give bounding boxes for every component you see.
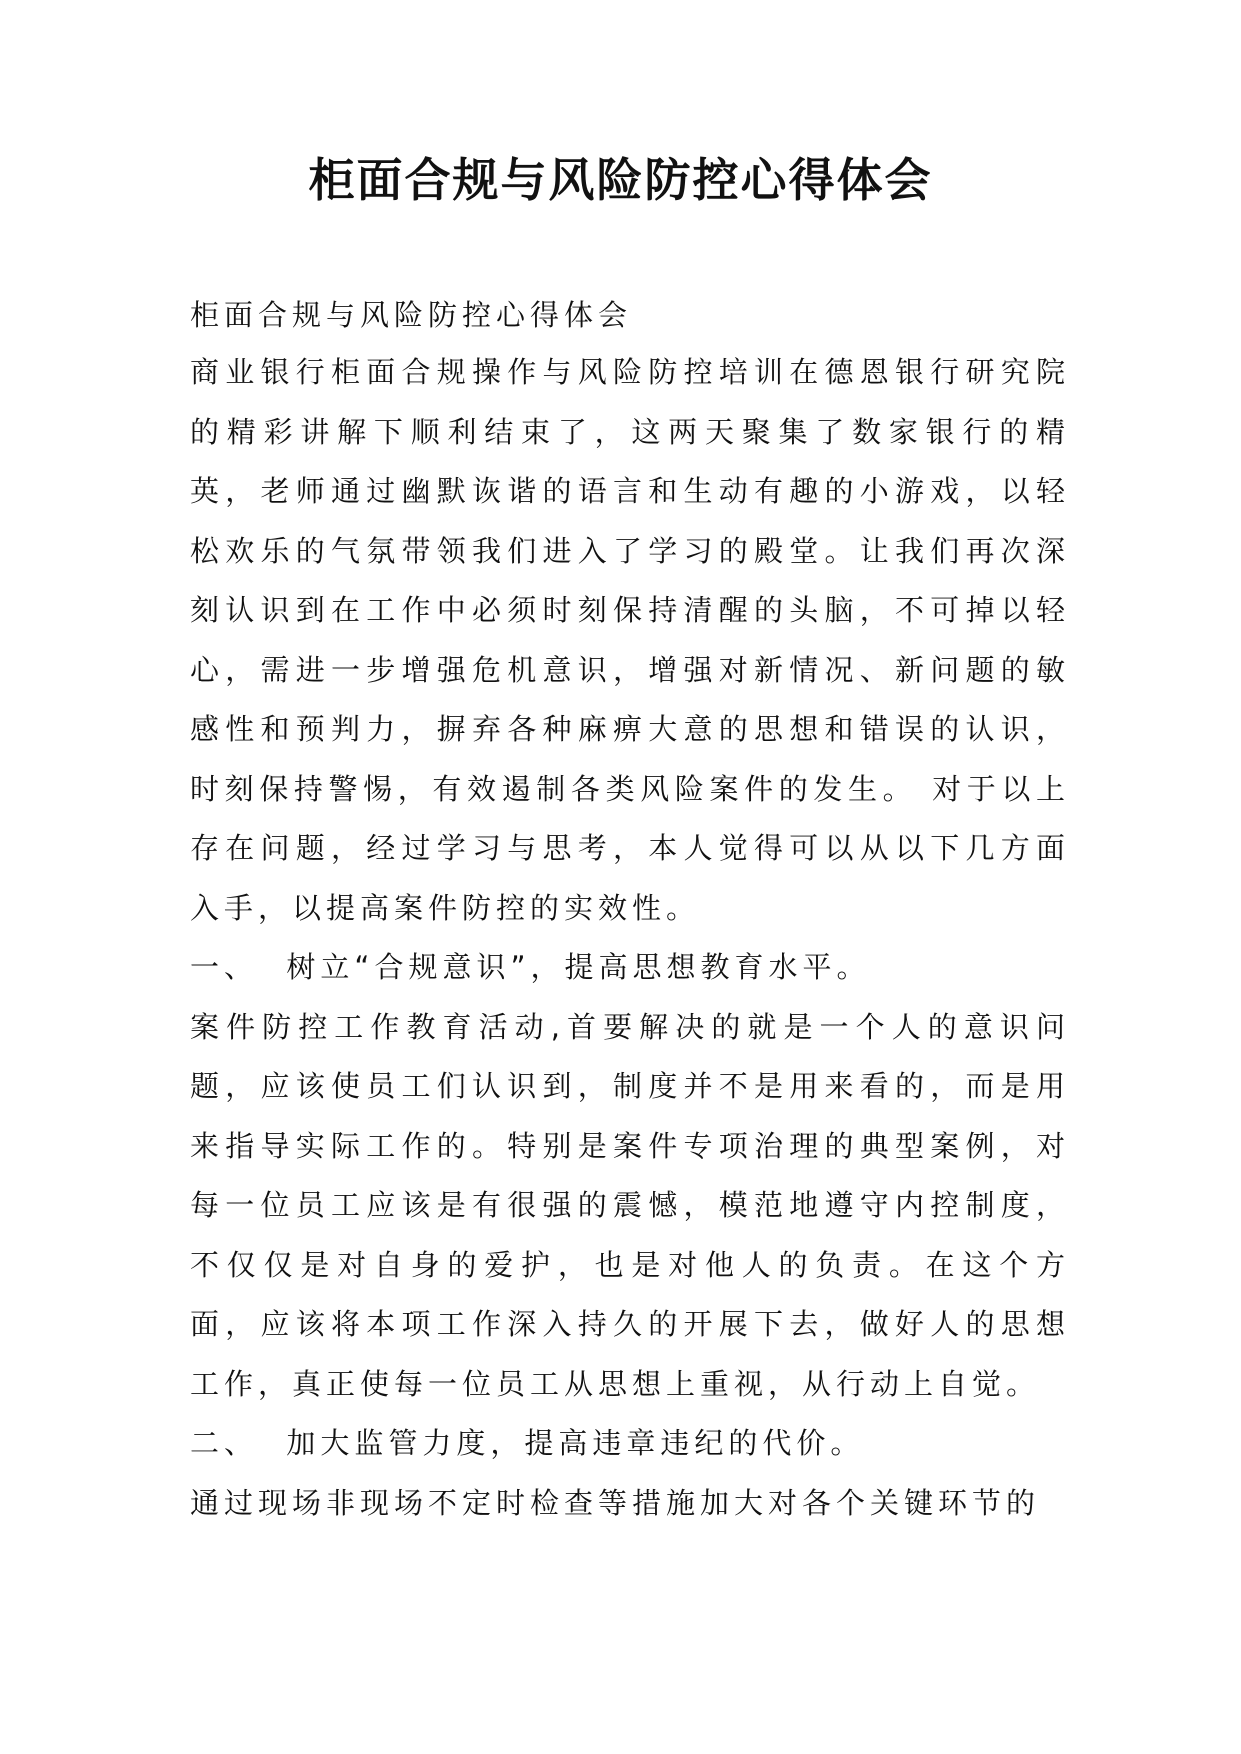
paragraph-section-2: 通过现场非现场不定时检查等措施加大对各个关键环节的 bbox=[190, 1485, 1041, 1520]
section-heading-1: 一、 树立“合规意识”，提高思想教育水平。 bbox=[190, 950, 871, 984]
document-title: 柜面合规与风险防控心得体会 bbox=[308, 153, 933, 207]
paragraph-section-1: 案件防控工作教育活动,首要解决的就是一个人的意识问题，应该使员工们认识到，制度并不是用来看的，而是用来指导实际工作的。特别是案件专项治理的典型案例，对每一位员工应该是有很强的震憾，模范地遵守内控制度，不仅仅是对自身的爱护，也是对他人的负责。在这个方面，应该将本项工作深入持久的开展下去，做好人的思想工作，真正使每一位员工从思想上重视，从行动上自觉。 bbox=[190, 1009, 1070, 1401]
paragraph-intro: 商业银行柜面合规操作与风险防控培训在德恩银行研究院的精彩讲解下顺利结束了，这两天聚集了数家银行的精英，老师通过幽默诙谐的语言和生动有趣的小游戏，以轻松欢乐的气氛带领我们进入了学习的殿堂。让我们再次深刻认识到在工作中必须时刻保持清醒的头脑，不可掉以轻心，需进一步增强危机意识，增强对新情况、新问题的敏感性和预判力，摒弃各种麻痹大意的思想和错误的认识，时刻保持警惕，有效遏制各类风险案件的发生。 对于以上存在问题，经过学习与思考，本人觉得可以从以下几方面入手，以提高案件防控的实效性。 bbox=[190, 355, 1070, 925]
section-heading-2: 二、 加大监管力度，提高违章违纪的代价。 bbox=[190, 1426, 865, 1460]
document-body bbox=[190, 288, 1070, 1533]
document-subtitle: 柜面合规与风险防控心得体会 bbox=[190, 298, 633, 332]
